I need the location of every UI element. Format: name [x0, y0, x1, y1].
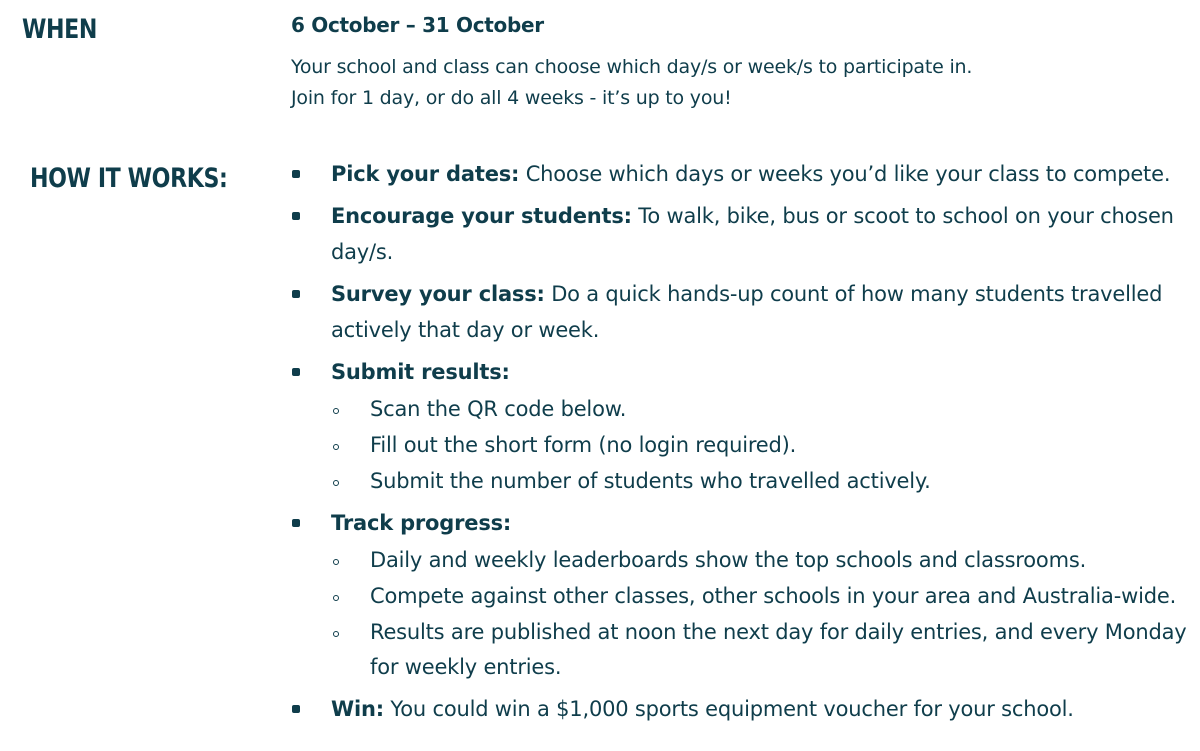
substep-text: Fill out the short form (no login required). [370, 433, 797, 457]
when-section [291, 12, 1171, 114]
progress-substeps [331, 543, 1196, 685]
substep-text: Daily and weekly leaderboards show the top schools and classrooms. [370, 548, 1087, 572]
when-description-line-1: Your school and class can choose which day/s or week/s to participate in. [291, 56, 973, 78]
how-it-works-heading: HOW IT WORKS: [30, 163, 228, 194]
substep-item [331, 428, 1196, 463]
bullet-icon [292, 212, 300, 220]
step-survey-class [291, 276, 1196, 348]
circle-bullet-icon [333, 559, 339, 565]
substep-item [331, 615, 1196, 685]
circle-bullet-icon [333, 408, 339, 414]
circle-bullet-icon [333, 480, 339, 486]
submit-substeps [331, 392, 1196, 499]
substep-text: Results are published at noon the next day for daily entries, and every Monday for weekly entries. [370, 620, 1187, 679]
step-label: Survey your class: [331, 282, 545, 306]
circle-bullet-icon [333, 444, 339, 450]
substep-item [331, 579, 1196, 614]
step-text: Choose which days or weeks you’d like your class to compete. [519, 162, 1171, 186]
step-label: Win: [331, 697, 384, 721]
circle-bullet-icon [333, 595, 339, 601]
step-pick-dates [291, 156, 1196, 192]
event-dates: 6 October – 31 October [291, 13, 544, 37]
when-heading: WHEN [22, 14, 97, 45]
substep-text: Scan the QR code below. [370, 397, 627, 421]
substep-item [331, 392, 1196, 427]
bullet-icon [292, 368, 300, 376]
when-description-line-2: Join for 1 day, or do all 4 weeks - it’s up to you! [291, 87, 732, 109]
step-text: To walk, bike, bus or scoot to school on your chosen day/s. [331, 204, 1174, 264]
step-encourage-students [291, 198, 1196, 270]
substep-text: Submit the number of students who travelled actively. [370, 469, 931, 493]
bullet-icon [292, 170, 300, 178]
step-text: Do a quick hands-up count of how many students travelled actively that day or week. [331, 282, 1163, 342]
step-label: Pick your dates: [331, 162, 520, 186]
step-submit-results [291, 354, 1196, 499]
bullet-icon [292, 705, 300, 713]
step-label: Submit results: [331, 360, 510, 384]
substep-item [331, 464, 1196, 499]
step-track-progress [291, 505, 1196, 685]
substep-text: Compete against other classes, other schools in your area and Australia-wide. [370, 584, 1177, 608]
substep-item [331, 543, 1196, 578]
step-label: Encourage your students: [331, 204, 632, 228]
step-label: Track progress: [331, 511, 512, 535]
circle-bullet-icon [333, 631, 339, 637]
bullet-icon [292, 519, 300, 527]
step-text: You could win a $1,000 sports equipment voucher for your school. [383, 697, 1074, 721]
step-win [291, 691, 1196, 727]
steps-list [291, 156, 1196, 733]
bullet-icon [292, 290, 300, 298]
